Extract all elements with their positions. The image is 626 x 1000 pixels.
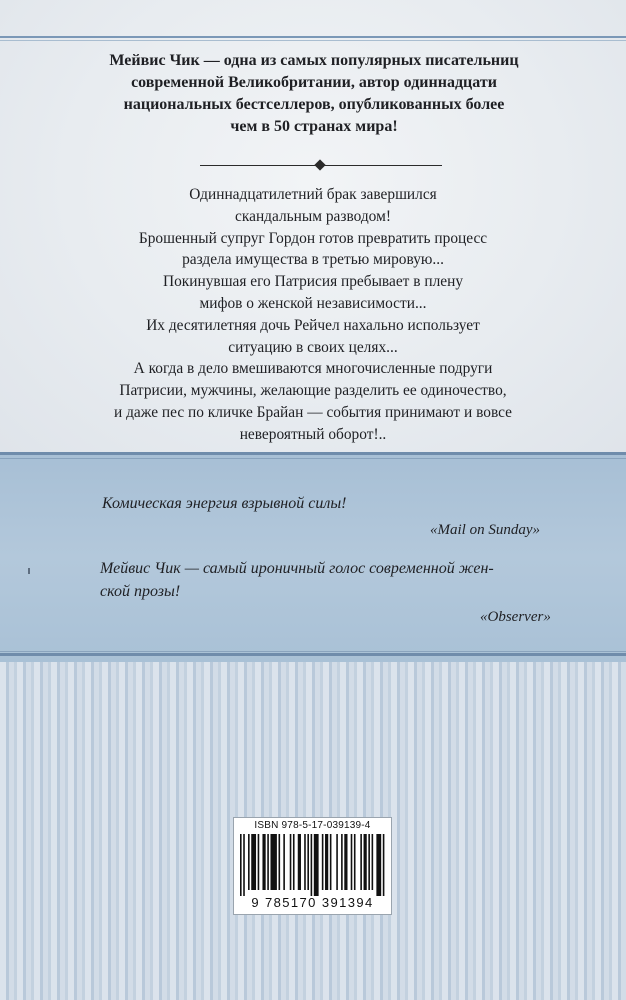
synopsis-line: Одиннадцатилетний брак завершился [189,186,437,203]
barcode-bar [344,834,347,890]
barcode-bar [336,834,338,890]
synopsis [70,184,556,446]
isbn-barcode [233,817,392,915]
barcode-bar [243,834,245,896]
barcode-bar [330,834,332,890]
isbn-label: ISBN 978-5-17-039139-4 [254,820,371,831]
barcode-bar [341,834,343,890]
review-quote-2 [100,557,580,603]
barcode-bar [283,834,285,890]
barcode-bar [304,834,306,890]
barcode-bar [258,834,260,890]
barcode-bar [376,834,381,896]
author-intro [88,50,540,138]
barcode-bar [240,834,242,896]
quote-line: ской прозы! [100,583,181,600]
synopsis-line: Их десятилетняя дочь Рейчел нахально использует [146,316,480,334]
intro-line: Мейвис Чик — одна из самых популярных писательниц [109,52,519,69]
synopsis-line: раздела имущества в третью мировую... [182,251,444,269]
barcode-bar [293,834,295,890]
barcode-bar [298,834,301,890]
barcode-bar [354,834,356,890]
intro-line: чем в 50 странах мира! [230,118,398,135]
quote-line: Мейвис Чик — самый ироничный голос современной жен- [100,560,494,577]
print-mark [28,568,30,574]
synopsis-line: А когда в дело вмешиваются многочисленные подруги [133,360,493,378]
synopsis-line: Брошенный супруг Гордон готов превратить процесс [138,229,488,247]
top-border-rule-thin [0,40,626,41]
barcode-bar [351,834,353,890]
barcode-bars-icon [240,834,386,896]
barcode-bar [322,834,324,890]
barcode-bar [314,834,319,896]
barcode-bar [372,834,374,890]
synopsis-line: Патрисии, мужчины, желающие разделить ее одиночество, [119,382,507,400]
barcode-bar [325,834,328,890]
barcode-bar [262,834,265,890]
barcode-bar [267,834,269,890]
description-panel [0,0,626,452]
intro-line: современной Великобритании, автор одиннадцати [131,74,497,91]
barcode-bar [290,834,292,890]
barcode-bar [364,834,367,890]
barcode-bar [307,834,309,890]
synopsis-line: Покинувшая его Патрисия пребывает в плену [162,273,464,291]
barcode-bar [251,834,256,890]
barcode-bar [383,834,385,896]
barcode-bar [270,834,276,890]
barcode-bar [279,834,281,890]
barcode-digits: 9 785170 391394 [251,895,374,910]
synopsis-line: мифов о женской независимости... [199,294,427,312]
synopsis-line: ситуацию в своих целях... [228,338,398,356]
intro-line: национальных бестселлеров, опубликованных более [123,96,505,113]
review-quote-1: Комическая энергия взрывной силы! [102,495,347,512]
synopsis-line: скандальным разводом! [235,207,391,225]
ornament-divider [200,161,442,171]
diamond-ornament-icon [314,159,325,170]
top-border-rule [0,36,626,38]
barcode-bar [311,834,313,896]
barcode-bar [368,834,370,890]
review-source-2: «Observer» [480,609,551,625]
review-source-1: «Mail on Sunday» [430,522,540,538]
synopsis-line: невероятный оборот!.. [239,425,387,443]
barcode-bar [248,834,250,890]
synopsis-line: и даже пес по кличке Брайан — события принимают и вовсе [114,403,512,421]
barcode-bar [360,834,362,890]
